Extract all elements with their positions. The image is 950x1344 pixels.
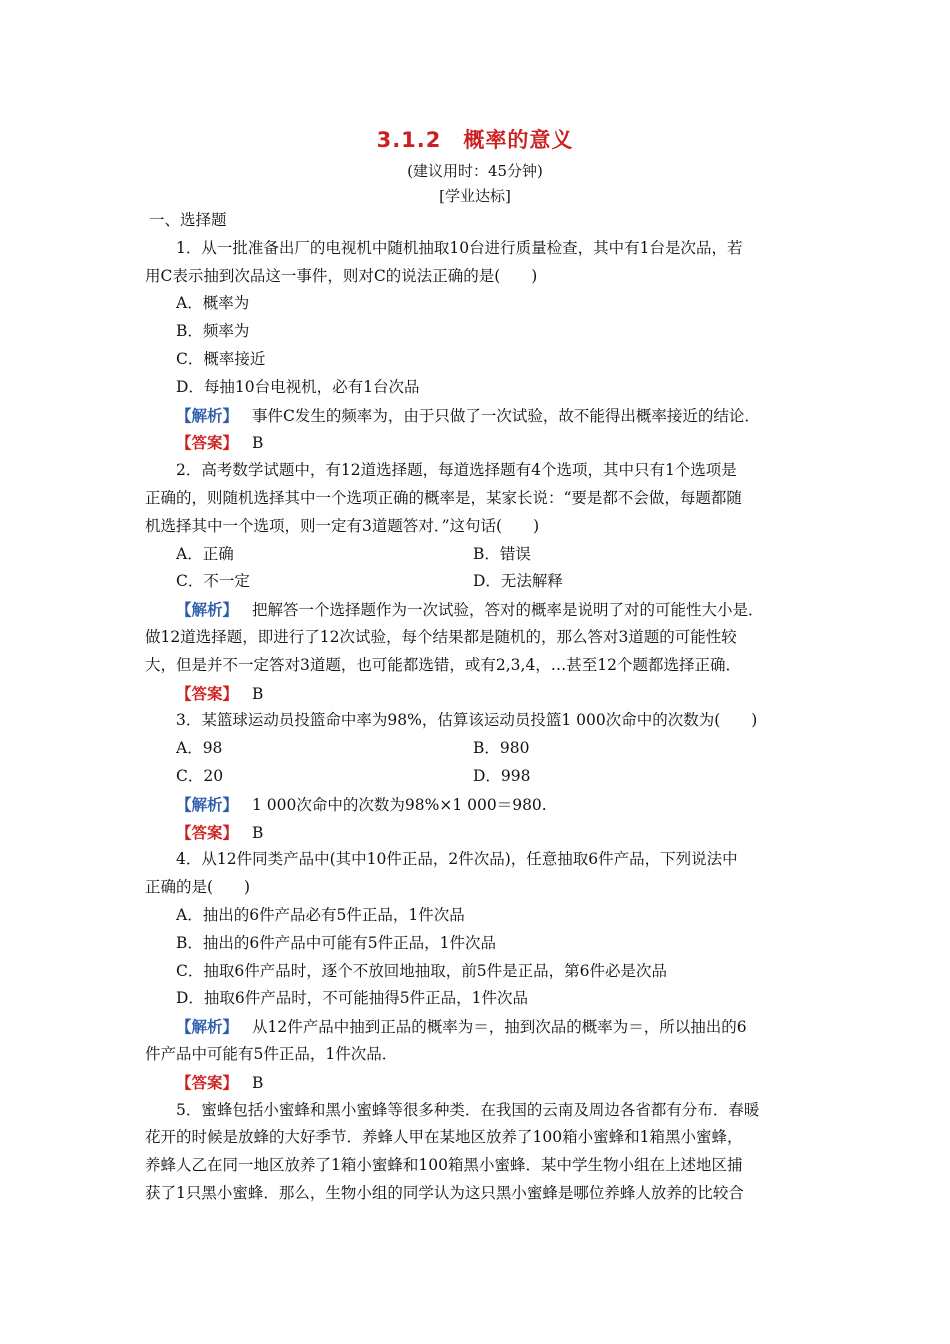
q4-answer	[145, 1069, 810, 1097]
q2-option-b: B．错误	[473, 544, 531, 563]
analysis-tag: 【解析】	[176, 405, 239, 425]
q3-analysis-text: 1 000次命中的次数为98%×1 000＝980.	[252, 795, 547, 814]
q3-option-a: A．98	[176, 739, 223, 758]
q2-option-d: D．无法解释	[473, 572, 563, 591]
q5-stem-line-3: 养蜂人乙在同一地区放养了1箱小蜜蜂和100箱黑小蜜蜂．某中学生物小组在上述地区捕	[145, 1156, 743, 1175]
analysis-tag: 【解析】	[176, 794, 239, 814]
q4-option-b: B．抽出的6件产品中可能有5件正品，1件次品	[176, 933, 496, 952]
answer-tag: 【答案】	[176, 433, 239, 453]
q3-option-d: D．998	[473, 766, 531, 785]
q1-option-c: C．概率接近	[176, 349, 266, 368]
q4-analysis-text-1: 从12件产品中抽到正品的概率为＝，抽到次品的概率为＝，所以抽出的6	[252, 1018, 747, 1037]
answer-tag: 【答案】	[176, 822, 239, 842]
q4-stem-line-2: 正确的是( )	[145, 878, 251, 897]
q1-stem-line-1: 1．从一批准备出厂的电视机中随机抽取10台进行质量检查，其中有1台是次品，若	[176, 238, 743, 257]
q2-stem-line-2: 正确的，则随机选择其中一个选项正确的概率是，某家长说：“要是都不会做，每题都随	[145, 488, 742, 507]
answer-tag: 【答案】	[176, 1072, 239, 1092]
q1-answer-text: B	[252, 434, 264, 453]
time-suggestion: (建议用时：45分钟)	[407, 162, 543, 180]
q2-option-c: C．不一定	[176, 572, 250, 591]
document-body	[145, 207, 810, 1208]
q4-analysis	[145, 1013, 810, 1041]
q1-answer	[145, 429, 810, 457]
q2-answer-text: B	[252, 684, 264, 703]
page-title: 3.1.2 概率的意义	[376, 128, 574, 152]
q5-stem-line-2: 花开的时候是放蜂的大好季节．养蜂人甲在某地区放养了100箱小蜜蜂和1箱黑小蜜蜂，	[145, 1128, 743, 1147]
q1-option-a: A．概率为	[176, 294, 250, 313]
q2-analysis	[145, 596, 810, 624]
q3-stem-line-1: 3．某篮球运动员投篮命中率为98%，估算该运动员投篮1 000次命中的次数为( )	[176, 711, 758, 730]
q4-answer-text: B	[252, 1073, 264, 1092]
q3-options-row-2	[145, 763, 810, 791]
q5-stem-line-4: 获了1只黑小蜜蜂．那么，生物小组的同学认为这只黑小蜜蜂是哪位养蜂人放养的比较合	[145, 1183, 744, 1202]
section-label: [学业达标]	[439, 187, 511, 205]
part-heading: 一、选择题	[149, 211, 227, 229]
q4-option-c: C．抽取6件产品时，逐个不放回地抽取，前5件是正品，第6件必是次品	[176, 961, 667, 980]
q3-answer-text: B	[252, 823, 264, 842]
q4-stem-line-1: 4．从12件同类产品中(其中10件正品，2件次品)，任意抽取6件产品，下列说法中	[176, 850, 738, 869]
q5-stem-line-1: 5．蜜蜂包括小蜜蜂和黑小蜜蜂等很多种类．在我国的云南及周边各省都有分布．春暖	[176, 1100, 760, 1119]
q3-answer	[145, 819, 810, 847]
q4-option-a: A．抽出的6件产品必有5件正品，1件次品	[176, 905, 465, 924]
q3-option-c: C．20	[176, 766, 224, 785]
q2-option-a: A．正确	[176, 544, 234, 563]
q4-analysis-line-2: 件产品中可能有5件正品，1件次品．	[145, 1044, 398, 1063]
q3-option-b: B．980	[473, 739, 530, 758]
analysis-tag: 【解析】	[176, 600, 239, 620]
q1-analysis	[145, 402, 810, 430]
q2-analysis-line-3: 大，但是并不一定答对3道题，也可能都选错，或有2,3,4，…甚至12个题都选择正确．	[145, 655, 742, 674]
q2-stem-line-3: 机选择其中一个选项，则一定有3道题答对．”这句话( )	[145, 516, 540, 535]
q1-option-d: D．每抽10台电视机，必有1台次品	[176, 377, 420, 396]
q2-options-row-1	[145, 541, 810, 569]
q4-option-d: D．抽取6件产品时，不可能抽得5件正品，1件次品	[176, 989, 529, 1008]
q2-answer	[145, 680, 810, 708]
q1-stem-line-2: 用C表示抽到次品这一事件，则对C的说法正确的是( )	[145, 266, 538, 285]
q2-analysis-text-1: 把解答一个选择题作为一次试验，答对的概率是说明了对的可能性大小是．	[252, 601, 764, 620]
q3-analysis	[145, 791, 810, 819]
q2-analysis-line-2: 做12道选择题，即进行了12次试验，每个结果都是随机的，那么答对3道题的可能性较	[145, 627, 737, 646]
q2-stem-line-1: 2．高考数学试题中，有12道选择题，每道选择题有4个选项，其中只有1个选项是	[176, 461, 737, 480]
q2-options-row-2	[145, 568, 810, 596]
answer-tag: 【答案】	[176, 683, 239, 703]
q3-options-row-1	[145, 735, 810, 763]
analysis-tag: 【解析】	[176, 1017, 239, 1037]
q1-analysis-text: 事件C发生的频率为，由于只做了一次试验，故不能得出概率接近的结论．	[252, 406, 760, 425]
q1-option-b: B．频率为	[176, 322, 250, 341]
